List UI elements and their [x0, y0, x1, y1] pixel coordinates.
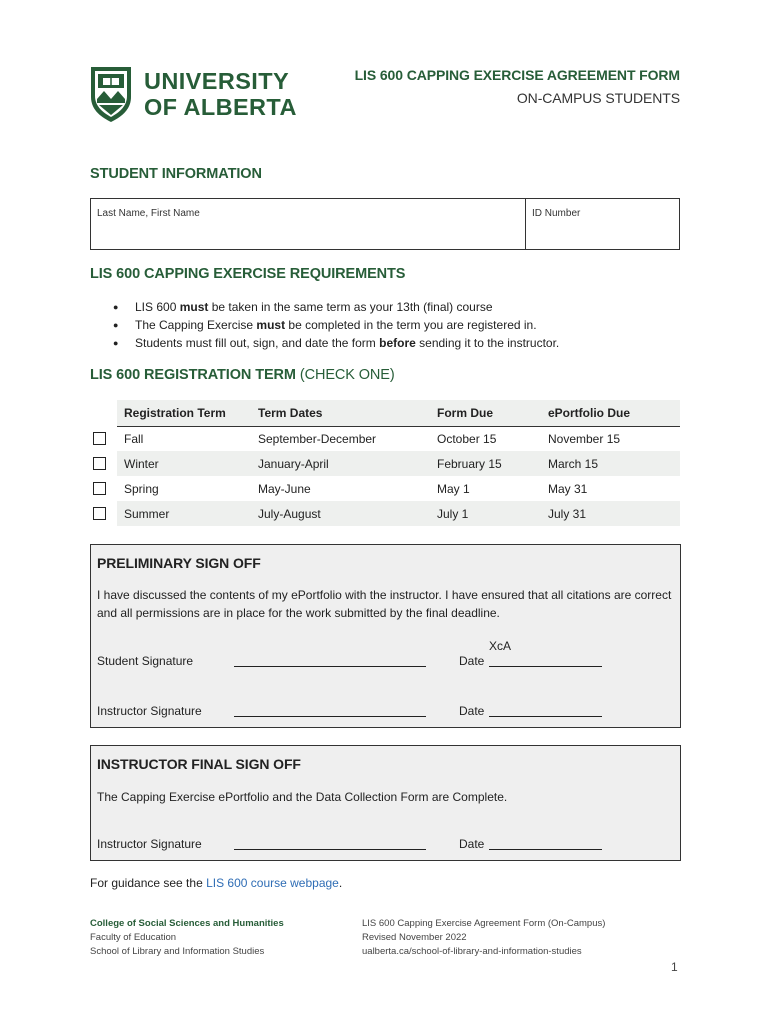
- date-value: XcA: [489, 639, 512, 653]
- footer-right: [362, 917, 605, 959]
- final-text: The Capping Exercise ePortfolio and the Data Collection Form are Complete.: [97, 790, 508, 804]
- student-signature-label: Student Signature: [97, 654, 194, 668]
- list-item: ● LIS 600 must be taken in the same term as your 13th (final) course: [113, 298, 559, 316]
- university-crest-icon: [89, 65, 133, 123]
- student-info-heading: STUDENT INFORMATION: [90, 166, 262, 182]
- table-cell: Fall: [124, 431, 144, 446]
- checkbox-icon[interactable]: [93, 432, 106, 445]
- checkbox-icon[interactable]: [93, 482, 106, 495]
- footer-url: ualberta.ca/school-of-library-and-information-studies: [362, 946, 582, 957]
- table-cell: Spring: [124, 481, 159, 496]
- student-info-box: [90, 198, 680, 250]
- table-cell: July 1: [437, 506, 469, 521]
- table-row: [90, 451, 680, 476]
- list-item: ● Students must fill out, sign, and date the form before sending it to the instructor.: [113, 334, 559, 352]
- checkbox-icon[interactable]: [93, 507, 106, 520]
- table-cell: March 15: [548, 456, 599, 471]
- table-cell: May 1: [437, 481, 470, 496]
- form-subtitle: ON-CAMPUS STUDENTS: [516, 90, 680, 106]
- table-cell: November 15: [548, 431, 621, 446]
- footer-faculty: Faculty of Education: [90, 932, 177, 943]
- date-label: Date: [459, 837, 485, 851]
- column-header: Registration Term: [124, 405, 226, 420]
- requirements-list: [113, 298, 559, 352]
- footer-left: [90, 917, 284, 959]
- table-cell: October 15: [437, 431, 497, 446]
- page-number: 1: [671, 960, 678, 974]
- final-heading: INSTRUCTOR FINAL SIGN OFF: [97, 756, 301, 772]
- requirements-heading: LIS 600 CAPPING EXERCISE REQUIREMENTS: [90, 266, 406, 282]
- student-date-line[interactable]: [489, 666, 602, 667]
- table-row: [90, 426, 680, 451]
- registration-heading: [90, 367, 395, 383]
- table-cell: Winter: [124, 456, 159, 471]
- table-cell: Summer: [124, 506, 170, 521]
- table-cell: September-December: [258, 431, 377, 446]
- id-number-label: ID Number: [532, 208, 581, 219]
- table-cell: May-June: [258, 481, 311, 496]
- table-cell: January-April: [258, 456, 329, 471]
- table-cell: February 15: [437, 456, 502, 471]
- guidance-text: For guidance see the LIS 600 course webpage.: [90, 876, 343, 890]
- table-cell: July-August: [258, 506, 321, 521]
- course-webpage-link[interactable]: LIS 600 course webpage: [206, 876, 339, 890]
- table-cell: May 31: [548, 481, 588, 496]
- column-header: Term Dates: [258, 405, 323, 420]
- preliminary-text: I have discussed the contents of my ePortfolio with the instructor. I have ensured that all citations are correct and all permissions are in place for the work submitted by the final deadline.: [97, 588, 672, 620]
- column-header: ePortfolio Due: [548, 405, 631, 420]
- instructor-signature-line[interactable]: [234, 849, 426, 850]
- footer-school: School of Library and Information Studies: [90, 946, 265, 957]
- footer-college: College of Social Sciences and Humanities: [90, 918, 284, 929]
- list-item: ● The Capping Exercise must be completed in the term you are registered in.: [113, 316, 559, 334]
- logo-wordmark: [144, 68, 297, 120]
- instructor-signature-line[interactable]: [234, 716, 426, 717]
- table-cell: July 31: [548, 506, 587, 521]
- table-row: [90, 501, 680, 526]
- checkbox-icon[interactable]: [93, 457, 106, 470]
- table-row: [90, 476, 680, 501]
- registration-heading-text: LIS 600 REGISTRATION TERM: [90, 367, 296, 383]
- form-title-block: [355, 67, 680, 106]
- name-field[interactable]: [91, 199, 526, 249]
- instructor-date-line[interactable]: [489, 849, 602, 850]
- form-title: LIS 600 CAPPING EXERCISE AGREEMENT FORM: [354, 67, 680, 83]
- table-header-row: [90, 400, 680, 426]
- final-signoff-box: [90, 745, 681, 861]
- date-label: Date: [459, 654, 485, 668]
- id-number-field[interactable]: [526, 199, 679, 249]
- name-field-label: Last Name, First Name: [97, 208, 200, 219]
- footer-form-name: LIS 600 Capping Exercise Agreement Form (On-Campus): [362, 918, 606, 929]
- university-logo: [89, 65, 297, 123]
- instructor-signature-label: Instructor Signature: [97, 704, 202, 718]
- column-header: Form Due: [437, 405, 494, 420]
- student-signature-line[interactable]: [234, 666, 426, 667]
- preliminary-heading: PRELIMINARY SIGN OFF: [97, 555, 261, 571]
- registration-table: [90, 400, 680, 526]
- footer-revised: Revised November 2022: [362, 932, 467, 943]
- instructor-signature-label: Instructor Signature: [97, 837, 202, 851]
- instructor-date-line[interactable]: [489, 716, 602, 717]
- date-label: Date: [459, 704, 485, 718]
- registration-heading-note: (CHECK ONE): [299, 367, 395, 383]
- logo-line-2: OF ALBERTA: [144, 94, 297, 120]
- preliminary-signoff-box: [90, 544, 681, 728]
- logo-line-1: UNIVERSITY: [144, 68, 290, 94]
